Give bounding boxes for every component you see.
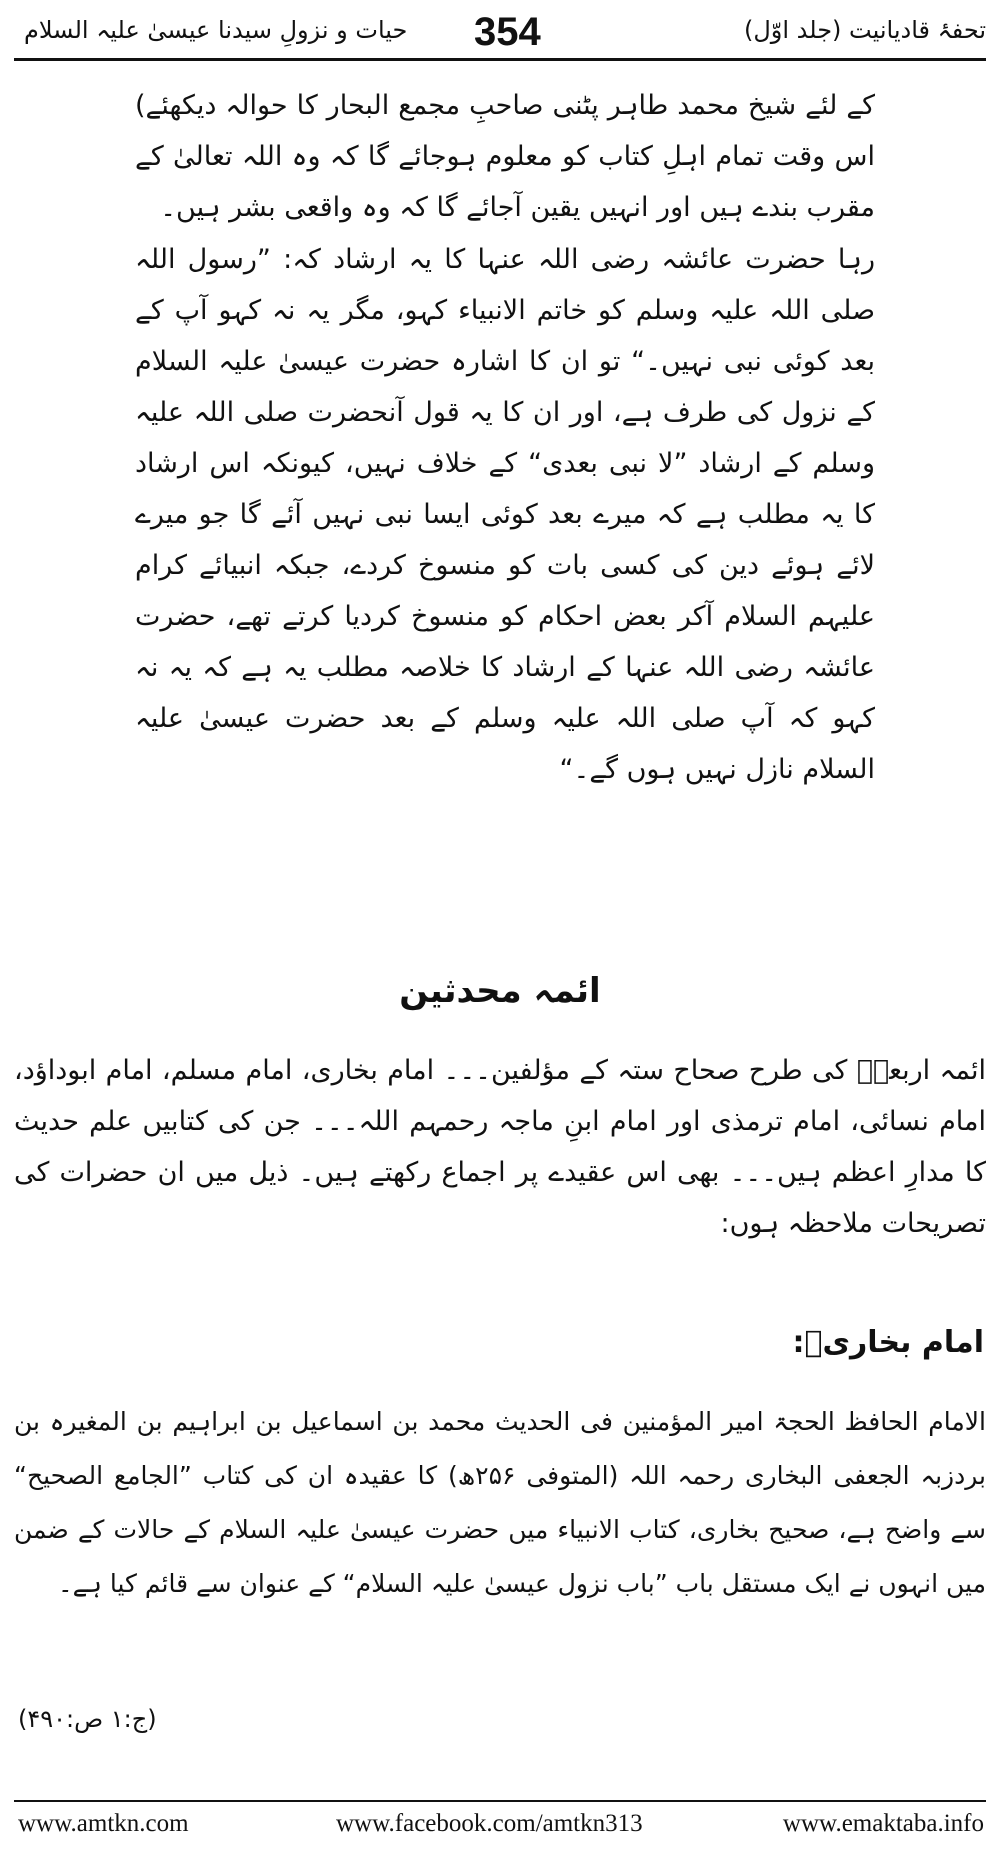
header-rule [14, 58, 986, 61]
chapter-title: حیات و نزولِ سیدنا عیسیٰ علیہ السلام [24, 16, 408, 44]
footer-link-emaktaba[interactable]: www.emaktaba.info [782, 1810, 984, 1837]
book-title: تحفۂ قادیانیت (جلد اوّل) [743, 16, 986, 44]
paragraph-2: رہا حضرت عائشہ رضی اللہ عنہا کا یہ ارشاد کہ: ”رسول اللہ صلی اللہ علیہ وسلم کو خاتم الانبیاء کہو، مگر یہ نہ کہو آپ کے بعد کوئی نبی نہیں۔“ تو ان کا اشارہ حضرت عیسیٰ علیہ السلام کے نزول کی طرف ہے، اور ان کا یہ قول آنحضرت صلی اللہ علیہ وسلم کے ارشاد ”لا نبی بعدی“ کے خلاف نہیں، کیونکہ اس ارشاد کا یہ مطلب ہے کہ میرے بعد کوئی ایسا نبی نہیں آئے گا جو میرے لائے ہوئے دین کی کسی بات کو منسوخ کردے، جبکہ انبیائے کرام علیہم السلام آکر بعض احکام کو منسوخ کردیا کرتے تھے، حضرت عائشہ رضی اللہ عنہا کے ارشاد کا خلاصہ مطلب یہ ہے کہ یہ نہ کہو کہ آپ صلی اللہ علیہ وسلم کے بعد حضرت عیسیٰ علیہ السلام نازل نہیں ہوں گے۔“ [135, 244, 875, 785]
page-footer [14, 1810, 986, 1844]
paragraph-4: الامام الحافظ الحجۃ امیر المؤمنین فی الحدیث محمد بن اسماعیل بن ابراہیم بن المغیرہ بن بردزبہ الجعفی البخاری رحمہ اللہ (المتوفی ۲۵۶ھ) کا عقیدہ ان کی کتاب ”الجامع الصحیح“ سے واضح ہے، صحیح بخاری، کتاب الانبیاء میں حضرت عیسیٰ علیہ السلام کے حالات کے ضمن میں انہوں نے ایک مستقل باب ”باب نزول عیسیٰ علیہ السلام“ کے عنوان سے قائم کیا ہے۔ [14, 1407, 987, 1598]
section-heading-bukhari: امام بخاریؒ: [792, 1325, 984, 1360]
footer-link-facebook[interactable]: www.facebook.com/amtkn313 [336, 1810, 643, 1837]
paragraph-1: کے لئے شیخ محمد طاہر پٹنی صاحبِ مجمع البحار کا حوالہ دیکھئے) اس وقت تمام اہلِ کتاب کو معلوم ہوجائے گا کہ وہ اللہ تعالیٰ کے مقرب بندے ہیں اور انہیں یقین آجائے گا کہ وہ واقعی بشر ہیں۔ [135, 90, 875, 223]
page-number: 354 [474, 10, 541, 54]
paragraph-3: ائمہ اربعہؒ کی طرح صحاح ستہ کے مؤلفین۔۔۔ امام بخاری، امام مسلم، امام ابوداؤد، امام نسائی، امام ترمذی اور امام ابنِ ماجہ رحمہم اللہ۔۔۔ جن کی کتابیں علم حدیث کا مدارِ اعظم ہیں۔۔۔ بھی اس عقیدے پر اجماع رکھتے ہیں۔ ذیل میں ان حضرات کی تصریحات ملاحظہ ہوں: [14, 1055, 986, 1239]
footer-link-amtkn[interactable]: www.amtkn.com [18, 1810, 189, 1837]
section-heading-muhaddithin: ائمہ محدثین [399, 971, 601, 1011]
reference-citation: (ج:۱ ص:۴۹۰) [18, 1705, 157, 1733]
page-header [14, 8, 986, 58]
footer-rule [14, 1800, 986, 1802]
